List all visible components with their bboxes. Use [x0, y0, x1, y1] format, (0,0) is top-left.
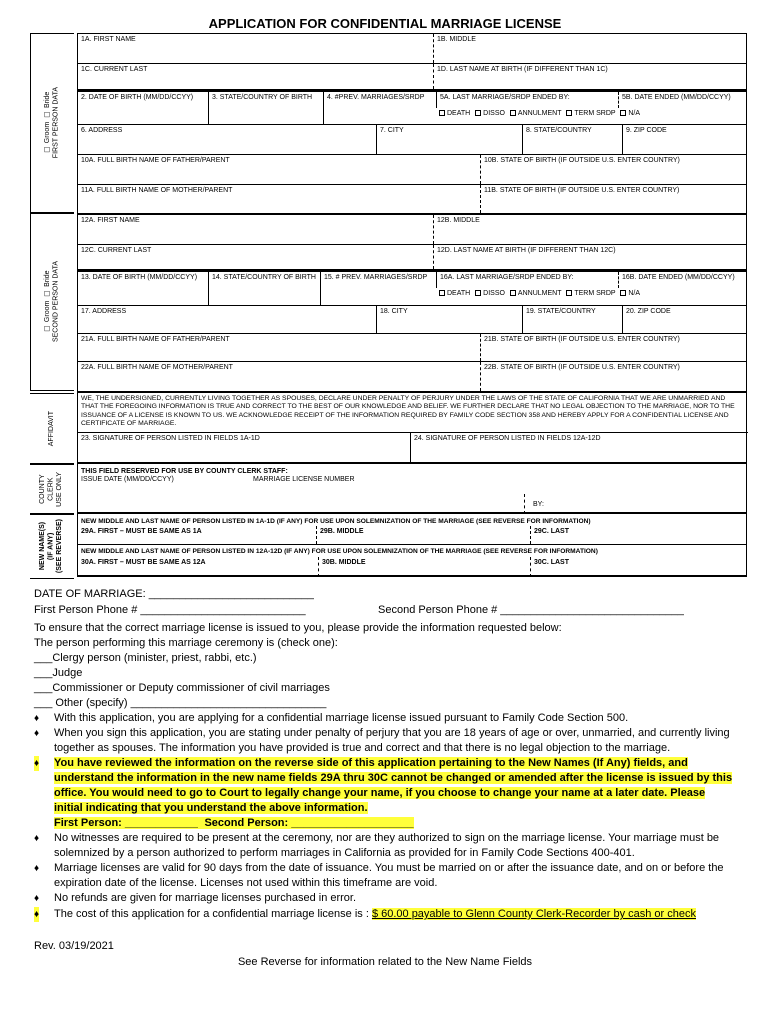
label-15: 15. # PREV. MARRIAGES/SRDP — [324, 274, 428, 281]
label-5a: 5A. LAST MARRIAGE/SRDP ENDED BY: — [440, 94, 570, 101]
field-22b-mother-state[interactable] — [480, 362, 748, 391]
field-13-date-of-birth[interactable] — [78, 272, 208, 305]
label-5b: 5B. DATE ENDED (MM/DD/CCYY) — [622, 94, 731, 101]
clerk-issue-date[interactable]: ISSUE DATE (MM/DD/CCYY) — [81, 476, 174, 483]
field-20-zip[interactable] — [622, 306, 748, 333]
field-11a-mother-name[interactable] — [78, 185, 480, 213]
label-1b: 1B. MIDDLE — [437, 36, 476, 43]
field-23-signature-first[interactable] — [78, 432, 410, 464]
field-21a-father-name[interactable] — [78, 334, 480, 361]
clerk-license-number[interactable]: MARRIAGE LICENSE NUMBER — [253, 476, 355, 483]
label-14: 14. STATE/COUNTRY OF BIRTH — [212, 274, 316, 281]
affidavit-section — [78, 391, 746, 462]
row-1c — [78, 63, 746, 91]
field-11b-mother-state[interactable] — [480, 185, 748, 213]
label-19: 19. STATE/COUNTRY — [526, 308, 596, 315]
label-1c: 1C. CURRENT LAST — [81, 66, 148, 73]
label-6: 6. ADDRESS — [81, 127, 123, 134]
field-8-state-country[interactable] — [522, 125, 622, 154]
initial-first-person[interactable]: First Person: ____________ — [54, 817, 199, 829]
field-29a-first[interactable] — [78, 526, 316, 544]
label-8: 8. STATE/COUNTRY — [526, 127, 592, 134]
option-disso-2: DISSO — [483, 290, 505, 297]
see-reverse-note: See Reverse for information related to the New Name Fields — [237, 956, 533, 968]
label-12b: 12B. MIDDLE — [437, 217, 480, 224]
options-16a — [436, 289, 746, 298]
clerk-by[interactable]: BY: — [533, 501, 544, 508]
field-10a-father-name[interactable] — [78, 155, 480, 184]
checkbox-na-2[interactable] — [620, 290, 626, 296]
bullet-3-text: You have reviewed the information on the reverse side of this application pertaining to the New Names (If Any) fields, and understand the information in the new name fields 29A thru 30C cannot be changed or amended after the license is issued by this office. You would need to go to Court to legally change your name, if you choose to change your name at a later date. Please initial indicating that you understand the above information. — [54, 757, 733, 814]
label-20: 20. ZIP CODE — [626, 308, 671, 315]
bullet-6 — [34, 891, 734, 906]
field-1a-first-name[interactable] — [78, 34, 433, 63]
option-term-srdp-2: TERM SRDP — [574, 290, 616, 297]
new-names-section — [78, 512, 746, 577]
checkbox-disso[interactable] — [475, 110, 481, 116]
revision-date: Rev. 03/19/2021 — [34, 940, 114, 952]
bullet-2 — [34, 726, 734, 756]
label-13: 13. DATE OF BIRTH (MM/DD/CCYY) — [81, 274, 198, 281]
label-23: 23. SIGNATURE OF PERSON LISTED IN FIELDS 1A-1D — [81, 435, 260, 442]
field-2-date-of-birth[interactable] — [78, 92, 208, 124]
field-21b-father-state[interactable] — [480, 334, 748, 361]
label-4: 4. #PREV. MARRIAGES/SRDP — [327, 94, 425, 101]
bullet-6-text: No refunds are given for marriage licenses purchased in error. — [54, 892, 357, 904]
field-1b-middle[interactable] — [433, 34, 748, 63]
option-disso: DISSO — [483, 110, 505, 117]
row-13 — [78, 271, 746, 305]
date-of-marriage-line[interactable]: DATE OF MARRIAGE: ___________________________ — [34, 588, 314, 600]
label-12a: 12A. FIRST NAME — [81, 217, 140, 224]
label-30a: 30A. FIRST – MUST BE SAME AS 12A — [81, 559, 206, 566]
field-29b-middle[interactable] — [316, 526, 530, 544]
field-10b-father-state[interactable] — [480, 155, 748, 184]
bullet-3 — [34, 756, 734, 831]
row-17 — [78, 305, 746, 333]
field-24-signature-second[interactable] — [410, 432, 748, 464]
diamond-bullet-icon: ♦ — [34, 713, 40, 724]
label-17: 17. ADDRESS — [81, 308, 127, 315]
label-30b: 30B. MIDDLE — [322, 559, 366, 566]
label-9: 9. ZIP CODE — [626, 127, 667, 134]
first-person-sidebar-label: ☐ Groom ☐ Bride FIRST PERSON DATA — [44, 87, 60, 159]
option-commissioner[interactable]: ___Commissioner or Deputy commissioner of civil marriages — [34, 682, 330, 694]
option-annulment-2: ANNULMENT — [517, 290, 562, 297]
field-19-state-country[interactable] — [522, 306, 622, 333]
diamond-bullet-icon: ♦ — [34, 863, 40, 874]
clerk-reserved-note: THIS FIELD RESERVED FOR USE BY COUNTY CLERK STAFF: — [81, 468, 288, 475]
first-person-sidebar — [30, 33, 74, 213]
diamond-bullet-icon: ♦ — [34, 909, 40, 920]
field-6-address[interactable] — [78, 125, 376, 154]
intro-text: To ensure that the correct marriage license is issued to you, please provide the information requested below: — [34, 622, 562, 634]
label-29a: 29A. FIRST – MUST BE SAME AS 1A — [81, 528, 202, 535]
field-9-zip[interactable] — [622, 125, 748, 154]
second-person-sidebar-label: ☐ Groom ☐ Bride SECOND PERSON DATA — [44, 261, 60, 343]
label-12d: 12D. LAST NAME AT BIRTH (IF DIFFERENT THAN 12C) — [437, 247, 616, 254]
new-names-heading-1: NEW MIDDLE AND LAST NAME OF PERSON LISTED IN 1A-1D (IF ANY) FOR USE UPON SOLEMNIZATION OF THE MARRIAGE (SEE REVERSE FOR INFORMATION) — [81, 518, 591, 525]
second-person-phone-line[interactable]: Second Person Phone # ______________________________ — [378, 604, 684, 616]
initial-second-person[interactable]: Second Person: ____________________ — [204, 817, 414, 829]
new-names-divider — [78, 544, 746, 545]
diamond-bullet-icon: ♦ — [34, 728, 40, 739]
field-1c-current-last[interactable] — [78, 64, 433, 89]
field-30c-last[interactable] — [530, 557, 748, 577]
new-names-sidebar — [30, 514, 74, 579]
field-3-state-of-birth[interactable] — [208, 92, 323, 124]
field-18-city[interactable] — [376, 306, 522, 333]
option-na-2: N/A — [628, 290, 641, 297]
row-21 — [78, 333, 746, 361]
bullet-4 — [34, 831, 734, 861]
checkbox-term-srdp-2[interactable] — [566, 290, 572, 296]
field-4-prev-marriages[interactable] — [323, 92, 436, 124]
county-clerk-sidebar-label: COUNTY CLERK USE ONLY — [39, 471, 64, 507]
label-21a: 21A. FULL BIRTH NAME OF FATHER/PARENT — [81, 336, 230, 343]
field-16b-date-ended[interactable] — [618, 272, 748, 288]
performer-question: The person performing this marriage ceremony is (check one): — [34, 637, 338, 649]
label-16a: 16A. LAST MARRIAGE/SRDP ENDED BY: — [440, 274, 574, 281]
label-22b: 22B. STATE OF BIRTH (IF OUTSIDE U.S. ENTER COUNTRY) — [484, 364, 680, 371]
label-29c: 29C. LAST — [534, 528, 570, 535]
option-other[interactable]: ___ Other (specify) ________________________________ — [34, 697, 327, 709]
field-22a-mother-name[interactable] — [78, 362, 480, 391]
label-24: 24. SIGNATURE OF PERSON LISTED IN FIELDS 12A-12D — [414, 435, 601, 442]
field-30b-middle[interactable] — [318, 557, 530, 577]
county-clerk-sidebar — [30, 464, 74, 514]
label-2: 2. DATE OF BIRTH (MM/DD/CCYY) — [81, 94, 194, 101]
row-22 — [78, 361, 746, 391]
field-17-address[interactable] — [78, 306, 376, 333]
bullet-7 — [34, 907, 734, 922]
clerk-divider — [524, 494, 525, 514]
field-14-state-of-birth[interactable] — [208, 272, 320, 305]
row-11 — [78, 184, 746, 213]
field-5b-date-ended[interactable] — [618, 92, 748, 108]
option-term-srdp: TERM SRDP — [574, 110, 616, 117]
diamond-bullet-icon: ♦ — [34, 833, 40, 844]
option-death: DEATH — [447, 110, 471, 117]
option-judge[interactable]: ___Judge — [34, 667, 83, 679]
affidavit-sidebar-label: AFFIDAVIT — [47, 410, 55, 447]
label-12c: 12C. CURRENT LAST — [81, 247, 152, 254]
field-7-city[interactable] — [376, 125, 522, 154]
option-clergy[interactable]: ___Clergy person (minister, priest, rabbi, etc.) — [34, 652, 257, 664]
fee-amount: $ 60.00 payable to Glenn County Clerk-Recorder by cash or check — [371, 908, 696, 920]
label-22a: 22A. FULL BIRTH NAME OF MOTHER/PARENT — [81, 364, 233, 371]
checkbox-term-srdp[interactable] — [566, 110, 572, 116]
row-12a — [78, 213, 746, 244]
label-7: 7. CITY — [380, 127, 404, 134]
label-30c: 30C. LAST — [534, 559, 570, 566]
bullet-1 — [34, 711, 734, 726]
checkbox-death-2[interactable] — [439, 290, 445, 296]
diamond-bullet-icon: ♦ — [34, 893, 40, 904]
label-10a: 10A. FULL BIRTH NAME OF FATHER/PARENT — [81, 157, 230, 164]
option-na: N/A — [628, 110, 641, 117]
option-annulment: ANNULMENT — [517, 110, 562, 117]
checkbox-death[interactable] — [439, 110, 445, 116]
field-5a-last-marriage-ended[interactable] — [436, 92, 618, 108]
label-1d: 1D. LAST NAME AT BIRTH (IF DIFFERENT THAN 1C) — [437, 66, 608, 73]
affidavit-sidebar — [30, 393, 74, 464]
field-16a-last-marriage-ended[interactable] — [436, 272, 618, 288]
county-clerk-section — [78, 462, 746, 512]
row-6 — [78, 124, 746, 154]
diamond-bullet-icon: ♦ — [34, 758, 40, 769]
label-10b: 10B. STATE OF BIRTH (IF OUTSIDE U.S. ENTER COUNTRY) — [484, 157, 680, 164]
field-29c-last[interactable] — [530, 526, 748, 544]
field-12b-middle[interactable] — [433, 215, 748, 244]
bullet-2-text: When you sign this application, you are stating under penalty of perjury that you are 18 years of age or over, unmarried, and currently living together as spouses. The information you have provided is true and correct and that there is no legal objection to the marriage. — [54, 727, 730, 754]
marriage-license-form — [77, 33, 747, 577]
bullet-7-text: The cost of this application for a confidential marriage license is : — [54, 908, 372, 920]
bullet-5 — [34, 861, 734, 891]
label-18: 18. CITY — [380, 308, 408, 315]
row-1a — [78, 33, 746, 63]
label-11b: 11B. STATE OF BIRTH (IF OUTSIDE U.S. ENTER COUNTRY) — [484, 187, 680, 194]
row-10 — [78, 154, 746, 184]
field-12d-last-name-at-birth[interactable] — [433, 245, 748, 269]
affidavit-text: WE, THE UNDERSIGNED, CURRENTLY LIVING TOGETHER AS SPOUSES, DECLARE UNDER PENALTY OF PERJURY UNDER THE LAWS OF THE STATE OF CALIFORNIA THAT WE ARE UNMARRIED AND THAT THE FOREGOING INFORMATION IS TRUE AND CORRECT TO THE BEST OF OUR KNOWLEDGE AND BELIEF. WE FURTHER DECLARE THAT NO LEGAL OBJECTION TO THE MARRIAGE, NOR TO THE ISSUANCE OF A LICENSE IS KNOWN TO US. WE ACKNOWLEDGE RECEIPT OF THE INFORMATION REQUIRED BY FAMILY CODE SECTION 358 AND HEREBY APPLY FOR A CONFIDENTIAL LICENSE AND CERTIFICATE OF MARRIAGE. — [81, 395, 735, 428]
checkbox-annulment[interactable] — [510, 110, 516, 116]
first-person-phone-line[interactable]: First Person Phone # ___________________________ — [34, 604, 306, 616]
label-21b: 21B. STATE OF BIRTH (IF OUTSIDE U.S. ENTER COUNTRY) — [484, 336, 680, 343]
new-names-heading-2: NEW MIDDLE AND LAST NAME OF PERSON LISTED IN 12A-12D (IF ANY) FOR USE UPON SOLEMNIZATION OF THE MARRIAGE (SEE REVERSE FOR INFORMATION) — [81, 548, 598, 555]
label-3: 3. STATE/COUNTRY OF BIRTH — [212, 94, 313, 101]
field-1d-last-name-at-birth[interactable] — [433, 64, 748, 89]
field-15-prev-marriages[interactable] — [320, 272, 436, 305]
row-12c — [78, 244, 746, 271]
label-1a: 1A. FIRST NAME — [81, 36, 136, 43]
checkbox-na[interactable] — [620, 110, 626, 116]
bullet-5-text: Marriage licenses are valid for 90 days from the date of issuance. You must be married on or after the issuance date, and on or before the expiration date of the license. Licenses not used within this timeframe are void. — [54, 862, 724, 889]
bullet-4-text: No witnesses are required to be present at the ceremony, nor are they authorized to sign on the marriage license. Your marriage must be solemnized by a person authorized to perform marriages in California as provided for in Family Code Sections 400-401. — [54, 832, 720, 859]
bullet-1-text: With this application, you are applying for a confidential marriage license issued pursuant to Family Code Section 500. — [54, 712, 629, 724]
label-16b: 16B. DATE ENDED (MM/DD/CCYY) — [622, 274, 735, 281]
field-12a-first-name[interactable] — [78, 215, 433, 244]
checkbox-disso-2[interactable] — [475, 290, 481, 296]
options-5a — [436, 109, 746, 118]
checkbox-annulment-2[interactable] — [510, 290, 516, 296]
row-2 — [78, 91, 746, 124]
new-names-sidebar-label: NEW NAME(S) (IF ANY) (SEE REVERSE) — [39, 519, 64, 574]
form-title: APPLICATION FOR CONFIDENTIAL MARRIAGE LICENSE — [208, 16, 562, 31]
label-29b: 29B. MIDDLE — [320, 528, 364, 535]
second-person-sidebar — [30, 213, 74, 391]
label-11a: 11A. FULL BIRTH NAME OF MOTHER/PARENT — [81, 187, 233, 194]
field-30a-first[interactable] — [78, 557, 318, 577]
field-12c-current-last[interactable] — [78, 245, 433, 269]
option-death-2: DEATH — [447, 290, 471, 297]
